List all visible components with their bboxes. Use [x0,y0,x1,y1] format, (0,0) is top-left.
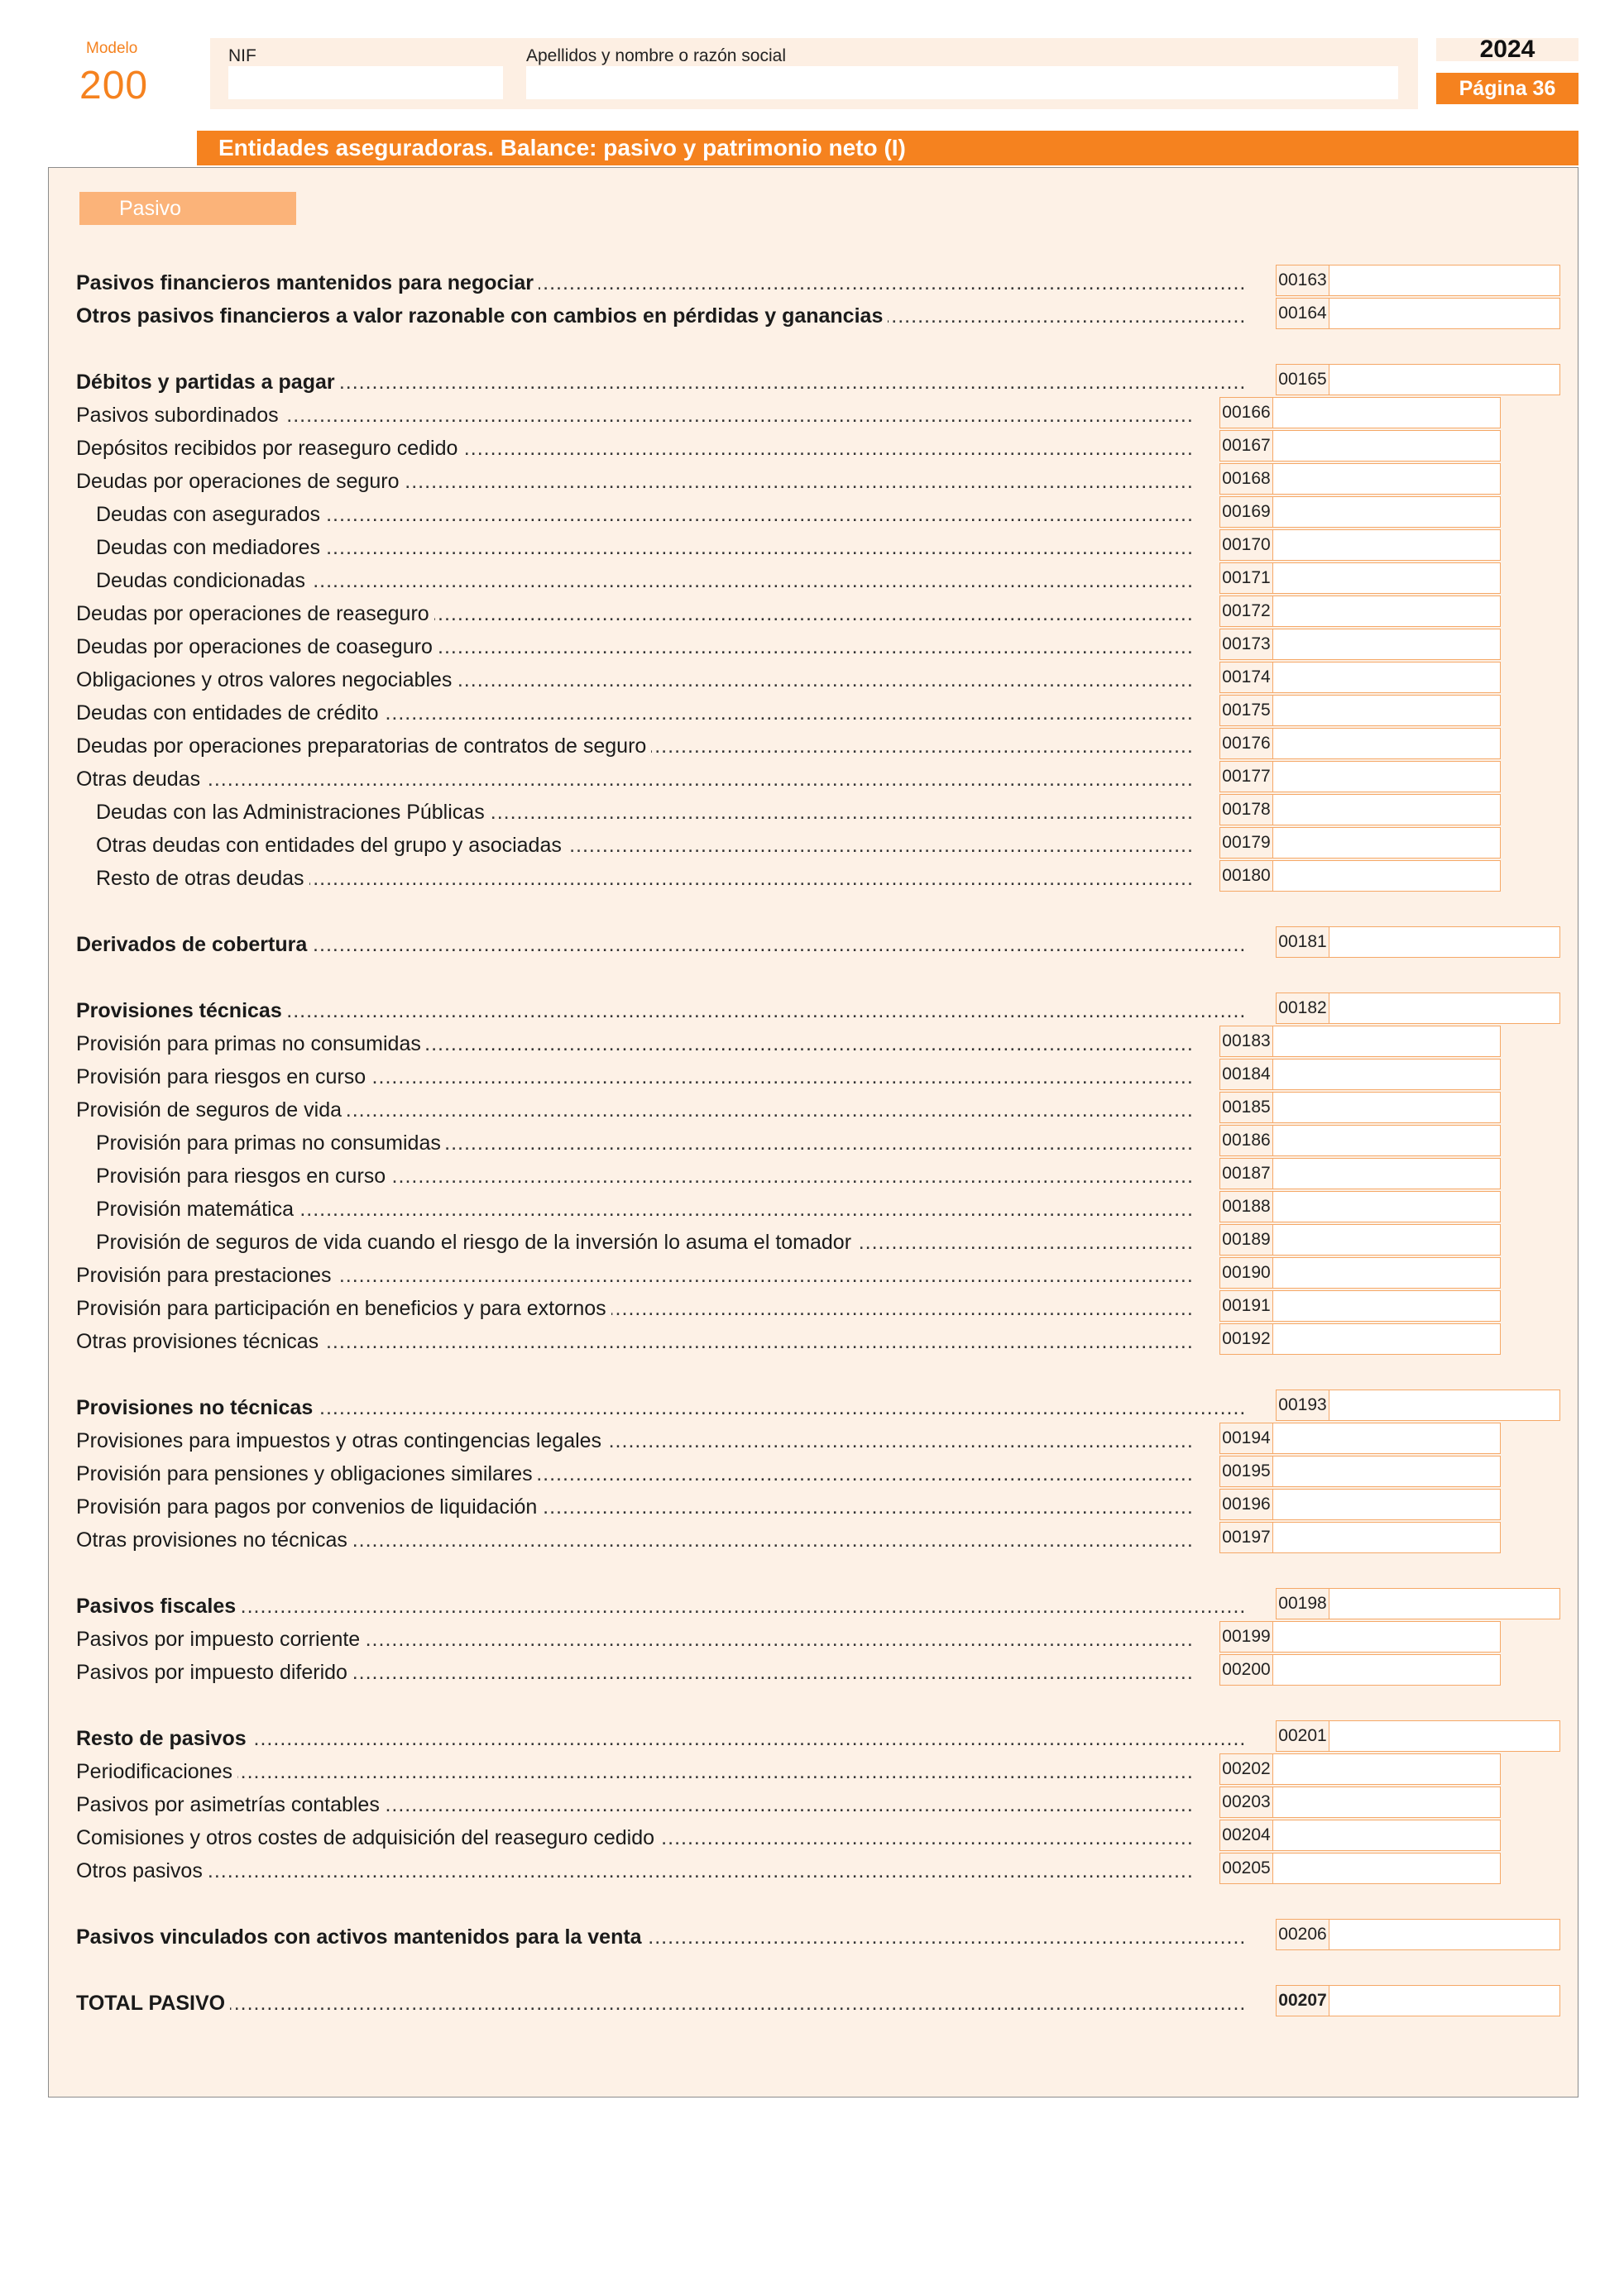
form-row: Deudas por operaciones preparatorias de contratos de seguro ..... [76,729,1191,763]
amount-field[interactable]: 00196 [1219,1489,1501,1520]
form-row: Obligaciones y otros valores negociables ..... [76,663,1191,696]
form-row: Deudas condicionadas ..... [76,564,1191,597]
amount-field[interactable]: 00165 [1276,364,1560,395]
amount-field[interactable]: 00173 [1219,629,1501,660]
amount-field[interactable]: 00202 [1219,1753,1501,1785]
year-badge: 2024 [1436,38,1578,61]
page-badge: Página 36 [1436,73,1578,104]
amount-field[interactable]: 00201 [1276,1720,1560,1752]
form-row: Provisiones técnicas ..... [76,994,1248,1027]
amount-field[interactable]: 00170 [1219,529,1501,561]
amount-field[interactable]: 00200 [1219,1654,1501,1686]
form-row: Otros pasivos financieros a valor razonable con cambios en pérdidas y ganancias ..... [76,299,1248,332]
form-row: Otras provisiones técnicas ..... [76,1325,1191,1358]
total-row: TOTAL PASIVO ..... [76,1987,1248,2020]
form-row: Provisión para primas no consumidas ..... [76,1126,1191,1160]
amount-field[interactable]: 00189 [1219,1224,1501,1256]
amount-field[interactable]: 00183 [1219,1026,1501,1057]
amount-field[interactable]: 00181 [1276,926,1560,958]
amount-field[interactable]: 00178 [1219,794,1501,825]
form-row: Resto de otras deudas ..... [76,862,1191,895]
amount-field[interactable]: 00190 [1219,1257,1501,1289]
amount-field[interactable]: 00163 [1276,265,1560,296]
form-row: Pasivos vinculados con activos mantenidos para la venta ..... [76,1921,1248,1954]
header-identification-box [210,38,1418,109]
form-row: Provisión para riesgos en curso ..... [76,1160,1191,1193]
amount-field[interactable]: 00169 [1219,496,1501,528]
form-row: Pasivos financieros mantenidos para negociar ..... [76,266,1248,299]
amount-field[interactable]: 00203 [1219,1787,1501,1818]
amount-field[interactable]: 00167 [1219,430,1501,462]
total-amount-field[interactable]: 00207 [1276,1985,1560,2016]
form-row: Derivados de cobertura ..... [76,928,1248,961]
amount-field[interactable]: 00197 [1219,1522,1501,1553]
modelo-label: Modelo [86,40,138,57]
form-row: Periodificaciones ..... [76,1755,1191,1788]
amount-field[interactable]: 00177 [1219,761,1501,792]
amount-field[interactable]: 00175 [1219,695,1501,726]
amount-field[interactable]: 00171 [1219,562,1501,594]
amount-field[interactable]: 00164 [1276,298,1560,329]
amount-field[interactable]: 00168 [1219,463,1501,495]
form-row: Provisión de seguros de vida cuando el riesgo de la inversión lo asuma el tomador ..... [76,1226,1191,1259]
form-row: Deudas por operaciones de reaseguro ..... [76,597,1191,630]
amount-field[interactable]: 00204 [1219,1820,1501,1851]
amount-field[interactable]: 00193 [1276,1390,1560,1421]
amount-field[interactable]: 00174 [1219,662,1501,693]
form-row: Provisión para prestaciones ..... [76,1259,1191,1292]
amount-field[interactable]: 00180 [1219,860,1501,892]
form-row: Deudas con entidades de crédito ..... [76,696,1191,729]
form-row: Provisión para participación en beneficios y para extornos ..... [76,1292,1191,1325]
amount-field[interactable]: 00192 [1219,1323,1501,1355]
form-row: Provisión de seguros de vida ..... [76,1093,1191,1126]
amount-field[interactable]: 00187 [1219,1158,1501,1189]
form-row: Pasivos por impuesto corriente ..... [76,1623,1191,1656]
section-title: Entidades aseguradoras. Balance: pasivo y patrimonio neto (I) [197,131,1578,165]
nombre-label: Apellidos y nombre o razón social [526,46,786,65]
form-row: Provisión matemática ..... [76,1193,1191,1226]
amount-field[interactable]: 00166 [1219,397,1501,428]
amount-field[interactable]: 00188 [1219,1191,1501,1222]
modelo-number: 200 [79,64,149,108]
form-row: Provisión para pensiones y obligaciones similares ..... [76,1457,1191,1490]
form-row: Provisión para primas no consumidas ..... [76,1027,1191,1060]
amount-field[interactable]: 00199 [1219,1621,1501,1653]
form-row: Pasivos fiscales ..... [76,1590,1248,1623]
form-row: Deudas por operaciones de seguro ..... [76,465,1191,498]
form-row: Otras deudas con entidades del grupo y asociadas ..... [76,829,1191,862]
amount-field[interactable]: 00205 [1219,1853,1501,1884]
form-row: Resto de pasivos ..... [76,1722,1248,1755]
form-row: Débitos y partidas a pagar ..... [76,366,1248,399]
form-row: Otras provisiones no técnicas ..... [76,1523,1191,1557]
form-row: Otras deudas ..... [76,763,1191,796]
pasivo-tab: Pasivo [79,192,296,225]
amount-field[interactable]: 00176 [1219,728,1501,759]
form-row: Pasivos por impuesto diferido ..... [76,1656,1191,1689]
form-row: Depósitos recibidos por reaseguro cedido ..... [76,432,1191,465]
form-row: Otros pasivos ..... [76,1854,1191,1887]
nif-input[interactable] [228,66,503,99]
form-row: Provisión para pagos por convenios de liquidación ..... [76,1490,1191,1523]
form-row: Deudas con las Administraciones Públicas ..... [76,796,1191,829]
form-row: Deudas con asegurados ..... [76,498,1191,531]
nif-label: NIF [228,46,256,65]
form-row: Comisiones y otros costes de adquisición del reaseguro cedido ..... [76,1821,1191,1854]
amount-field[interactable]: 00206 [1276,1919,1560,1950]
amount-field[interactable]: 00191 [1219,1290,1501,1322]
amount-field[interactable]: 00194 [1219,1423,1501,1454]
form-row: Pasivos por asimetrías contables ..... [76,1788,1191,1821]
form-row: Provisiones no técnicas ..... [76,1391,1248,1424]
form-row: Pasivos subordinados ..... [76,399,1191,432]
amount-field[interactable]: 00182 [1276,993,1560,1024]
amount-field[interactable]: 00198 [1276,1588,1560,1619]
nombre-input[interactable] [526,66,1398,99]
form-row: Deudas con mediadores ..... [76,531,1191,564]
form-row: Provisión para riesgos en curso ..... [76,1060,1191,1093]
form-row: Deudas por operaciones de coaseguro ..... [76,630,1191,663]
form-row: Provisiones para impuestos y otras contingencias legales ..... [76,1424,1191,1457]
amount-field[interactable]: 00186 [1219,1125,1501,1156]
amount-field[interactable]: 00172 [1219,596,1501,627]
amount-field[interactable]: 00179 [1219,827,1501,859]
amount-field[interactable]: 00185 [1219,1092,1501,1123]
amount-field[interactable]: 00184 [1219,1059,1501,1090]
amount-field[interactable]: 00195 [1219,1456,1501,1487]
